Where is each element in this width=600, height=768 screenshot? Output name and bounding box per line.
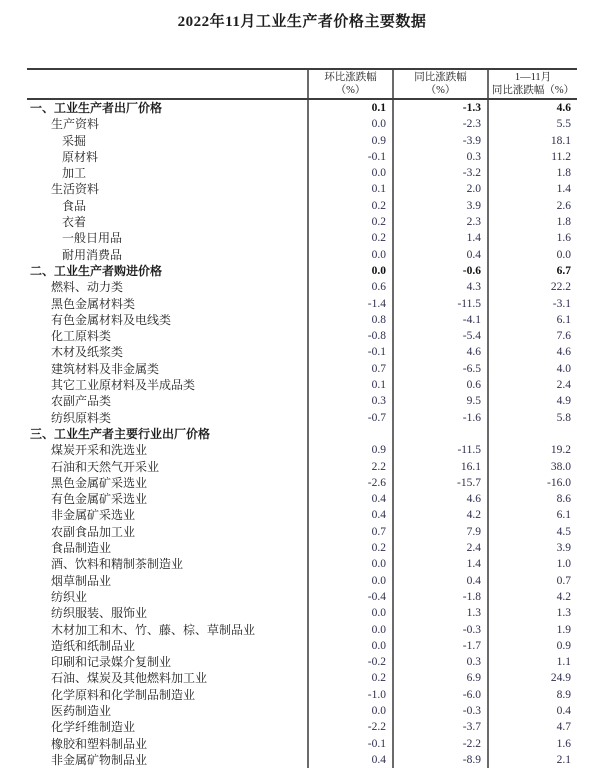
table-body: [27, 100, 577, 768]
yoy-value: -1.3: [392, 100, 487, 116]
mom-value: 0.1: [307, 181, 392, 197]
yoy-value: -2.2: [392, 736, 487, 752]
yoy-value: 4.6: [392, 344, 487, 360]
table-row: [27, 247, 577, 263]
yoy-value: [392, 426, 487, 442]
row-label: 石油和天然气开采业: [51, 459, 160, 474]
header-yoy-line2: （%）: [425, 85, 456, 96]
table-row: [27, 198, 577, 214]
yoy-value: 3.9: [392, 198, 487, 214]
yoy-value: -5.4: [392, 328, 487, 344]
row-label: 非金属矿物制品业: [51, 752, 148, 767]
ytd-value: 5.8: [487, 410, 577, 426]
row-label: 黑色金属矿采选业: [51, 475, 148, 490]
row-label: 烟草制品业: [51, 573, 112, 588]
row-label: 化工原料类: [51, 329, 112, 344]
yoy-value: -0.6: [392, 263, 487, 279]
table-row: [27, 459, 577, 475]
yoy-value: 6.9: [392, 670, 487, 686]
yoy-value: 16.1: [392, 459, 487, 475]
ytd-value: 2.1: [487, 752, 577, 768]
table-row: [27, 410, 577, 426]
table-row: [27, 377, 577, 393]
header-yoy: [392, 70, 487, 98]
table-row: [27, 654, 577, 670]
table-row: [27, 344, 577, 360]
row-label: 食品制造业: [51, 541, 112, 556]
row-label: 酒、饮料和精制茶制造业: [51, 557, 184, 572]
mom-value: 0.6: [307, 279, 392, 295]
row-label: 三、工业生产者主要行业出厂价格: [30, 426, 211, 441]
table-row: [27, 393, 577, 409]
row-label: 橡胶和塑料制品业: [51, 736, 148, 751]
table-row: [27, 426, 577, 442]
yoy-value: 0.4: [392, 247, 487, 263]
yoy-value: -6.0: [392, 687, 487, 703]
page-title: 2022年11月工业生产者价格主要数据: [177, 14, 427, 30]
table-row: [27, 116, 577, 132]
table-row: [27, 133, 577, 149]
row-label: 纺织业: [51, 589, 88, 604]
table-row: [27, 165, 577, 181]
table-row: [27, 507, 577, 523]
row-label: 农副产品类: [51, 394, 112, 409]
mom-value: 0.3: [307, 393, 392, 409]
mom-value: -2.6: [307, 475, 392, 491]
row-label: 衣着: [62, 215, 87, 230]
yoy-value: 2.4: [392, 540, 487, 556]
yoy-value: 0.3: [392, 654, 487, 670]
mom-value: -0.2: [307, 654, 392, 670]
mom-value: 0.2: [307, 198, 392, 214]
table-row: [27, 442, 577, 458]
mom-value: 0.1: [307, 377, 392, 393]
yoy-value: 4.3: [392, 279, 487, 295]
row-label: 生产资料: [51, 117, 100, 132]
table-row: [27, 573, 577, 589]
table-row: [27, 556, 577, 572]
table-row: [27, 214, 577, 230]
mom-value: -1.0: [307, 687, 392, 703]
mom-value: 0.0: [307, 638, 392, 654]
row-label: 有色金属材料及电线类: [51, 312, 172, 327]
header-ytd-line2: 同比涨跌幅（%）: [491, 85, 575, 96]
mom-value: -0.8: [307, 328, 392, 344]
row-label: 木材及纸浆类: [51, 345, 124, 360]
ytd-value: 22.2: [487, 279, 577, 295]
mom-value: 0.2: [307, 214, 392, 230]
row-label: 生活资料: [51, 182, 100, 197]
table-row: [27, 736, 577, 752]
ytd-value: 4.2: [487, 589, 577, 605]
ytd-value: 11.2: [487, 149, 577, 165]
mom-value: 0.2: [307, 540, 392, 556]
row-label: 化学纤维制造业: [51, 720, 136, 735]
table-header-row: [27, 70, 577, 100]
table-row: [27, 589, 577, 605]
yoy-value: -2.3: [392, 116, 487, 132]
table-row: [27, 540, 577, 556]
mom-value: 0.0: [307, 573, 392, 589]
mom-value: 0.4: [307, 752, 392, 768]
mom-value: 0.9: [307, 442, 392, 458]
yoy-value: -1.6: [392, 410, 487, 426]
row-label: 农副食品加工业: [51, 524, 136, 539]
ytd-value: 7.6: [487, 328, 577, 344]
yoy-value: 0.3: [392, 149, 487, 165]
mom-value: 0.0: [307, 116, 392, 132]
ytd-value: 4.9: [487, 393, 577, 409]
yoy-value: 2.0: [392, 181, 487, 197]
yoy-value: -3.9: [392, 133, 487, 149]
table-row: [27, 328, 577, 344]
mom-value: 0.2: [307, 670, 392, 686]
ytd-value: 0.9: [487, 638, 577, 654]
table-row: [27, 605, 577, 621]
ytd-value: 6.7: [487, 263, 577, 279]
yoy-value: -8.9: [392, 752, 487, 768]
mom-value: 0.1: [307, 100, 392, 116]
yoy-value: -4.1: [392, 312, 487, 328]
header-mom-line1: 环比涨跌幅: [324, 72, 377, 83]
header-yoy-line1: 同比涨跌幅: [414, 72, 467, 83]
row-label: 造纸和纸制品业: [51, 638, 136, 653]
mom-value: 0.4: [307, 491, 392, 507]
row-label: 建筑材料及非金属类: [51, 361, 160, 376]
table-row: [27, 361, 577, 377]
row-label: 一、工业生产者出厂价格: [30, 101, 163, 115]
table-row: [27, 181, 577, 197]
row-label: 加工: [62, 166, 87, 181]
ytd-value: 6.1: [487, 312, 577, 328]
mom-value: 0.0: [307, 263, 392, 279]
mom-value: 0.2: [307, 230, 392, 246]
row-label: 纺织原料类: [51, 410, 112, 425]
header-mom: [307, 70, 392, 98]
mom-value: 0.8: [307, 312, 392, 328]
yoy-value: -0.3: [392, 703, 487, 719]
mom-value: 0.7: [307, 524, 392, 540]
ytd-value: 4.6: [487, 100, 577, 116]
ytd-value: 2.6: [487, 198, 577, 214]
row-label: 化学原料和化学制品制造业: [51, 687, 196, 702]
mom-value: 0.0: [307, 605, 392, 621]
ytd-value: 0.7: [487, 573, 577, 589]
ytd-value: 0.4: [487, 703, 577, 719]
row-label: 医药制造业: [51, 703, 112, 718]
ytd-value: 4.7: [487, 719, 577, 735]
mom-value: -0.1: [307, 149, 392, 165]
yoy-value: 7.9: [392, 524, 487, 540]
yoy-value: 1.4: [392, 230, 487, 246]
row-label: 二、工业生产者购进价格: [30, 263, 163, 278]
ytd-value: 1.9: [487, 622, 577, 638]
mom-value: 0.4: [307, 507, 392, 523]
ytd-value: 1.0: [487, 556, 577, 572]
table-row: [27, 752, 577, 768]
mom-value: -2.2: [307, 719, 392, 735]
table-row: [27, 670, 577, 686]
mom-value: 2.2: [307, 459, 392, 475]
yoy-value: 4.6: [392, 491, 487, 507]
yoy-value: 0.4: [392, 573, 487, 589]
ytd-value: -16.0: [487, 475, 577, 491]
ytd-value: 1.8: [487, 214, 577, 230]
yoy-value: -6.5: [392, 361, 487, 377]
yoy-value: 2.3: [392, 214, 487, 230]
table-row: [27, 719, 577, 735]
ytd-value: 4.5: [487, 524, 577, 540]
yoy-value: 0.6: [392, 377, 487, 393]
ytd-value: 5.5: [487, 116, 577, 132]
table-row: [27, 100, 577, 116]
mom-value: 0.0: [307, 165, 392, 181]
header-mom-line2: （%）: [335, 85, 366, 96]
table-row: [27, 638, 577, 654]
ytd-value: 1.4: [487, 181, 577, 197]
row-label: 原材料: [62, 149, 99, 164]
yoy-value: -15.7: [392, 475, 487, 491]
row-label: 石油、煤炭及其他燃料加工业: [51, 671, 208, 686]
ytd-value: 4.6: [487, 344, 577, 360]
yoy-value: -11.5: [392, 442, 487, 458]
table-row: [27, 475, 577, 491]
row-label: 黑色金属材料类: [51, 296, 136, 311]
page: [0, 12, 600, 768]
table-row: [27, 524, 577, 540]
ytd-value: 1.6: [487, 230, 577, 246]
ytd-value: 8.6: [487, 491, 577, 507]
row-label: 食品: [62, 198, 87, 213]
ytd-value: 24.9: [487, 670, 577, 686]
table-row: [27, 263, 577, 279]
yoy-value: -1.8: [392, 589, 487, 605]
ytd-value: 8.9: [487, 687, 577, 703]
header-ytd: [487, 70, 577, 98]
row-label: 煤炭开采和洗选业: [51, 443, 148, 458]
ytd-value: 0.0: [487, 247, 577, 263]
ytd-value: 19.2: [487, 442, 577, 458]
row-label: 印刷和记录媒介复制业: [51, 655, 172, 670]
yoy-value: 1.3: [392, 605, 487, 621]
ytd-value: 1.8: [487, 165, 577, 181]
row-label: 燃料、动力类: [51, 280, 124, 295]
row-label: 采掘: [62, 133, 87, 148]
mom-value: 0.0: [307, 556, 392, 572]
mom-value: -0.1: [307, 736, 392, 752]
yoy-value: -3.2: [392, 165, 487, 181]
ytd-value: 2.4: [487, 377, 577, 393]
row-label: 非金属矿采选业: [51, 508, 136, 523]
table-row: [27, 312, 577, 328]
mom-value: 0.0: [307, 703, 392, 719]
row-label: 其它工业原材料及半成品类: [51, 378, 196, 393]
mom-value: -1.4: [307, 296, 392, 312]
header-ytd-line1: 1—11月: [514, 72, 552, 83]
ytd-value: 3.9: [487, 540, 577, 556]
yoy-value: 1.4: [392, 556, 487, 572]
table-row: [27, 230, 577, 246]
row-label: 纺织服装、服饰业: [51, 606, 148, 621]
yoy-value: -3.7: [392, 719, 487, 735]
ytd-value: 6.1: [487, 507, 577, 523]
row-label: 有色金属矿采选业: [51, 492, 148, 507]
mom-value: 0.0: [307, 622, 392, 638]
yoy-value: 4.2: [392, 507, 487, 523]
ytd-value: 4.0: [487, 361, 577, 377]
ytd-value: 38.0: [487, 459, 577, 475]
mom-value: -0.4: [307, 589, 392, 605]
yoy-value: -11.5: [392, 296, 487, 312]
table-row: [27, 687, 577, 703]
mom-value: 0.7: [307, 361, 392, 377]
yoy-value: 9.5: [392, 393, 487, 409]
ytd-value: 18.1: [487, 133, 577, 149]
mom-value: -0.1: [307, 344, 392, 360]
row-label: 木材加工和木、竹、藤、棕、草制品业: [51, 622, 256, 637]
price-table: [27, 68, 577, 768]
ytd-value: 1.6: [487, 736, 577, 752]
yoy-value: -0.3: [392, 622, 487, 638]
table-row: [27, 491, 577, 507]
table-row: [27, 279, 577, 295]
mom-value: [307, 426, 392, 442]
table-row: [27, 296, 577, 312]
ytd-value: 1.1: [487, 654, 577, 670]
yoy-value: -1.7: [392, 638, 487, 654]
mom-value: 0.0: [307, 247, 392, 263]
ytd-value: [487, 426, 577, 442]
row-label: 一般日用品: [62, 231, 123, 246]
table-row: [27, 149, 577, 165]
row-label: 耐用消费品: [62, 247, 123, 262]
ytd-value: 1.3: [487, 605, 577, 621]
mom-value: 0.9: [307, 133, 392, 149]
header-empty-cell: [27, 70, 307, 98]
table-row: [27, 703, 577, 719]
ytd-value: -3.1: [487, 296, 577, 312]
mom-value: -0.7: [307, 410, 392, 426]
table-row: [27, 622, 577, 638]
